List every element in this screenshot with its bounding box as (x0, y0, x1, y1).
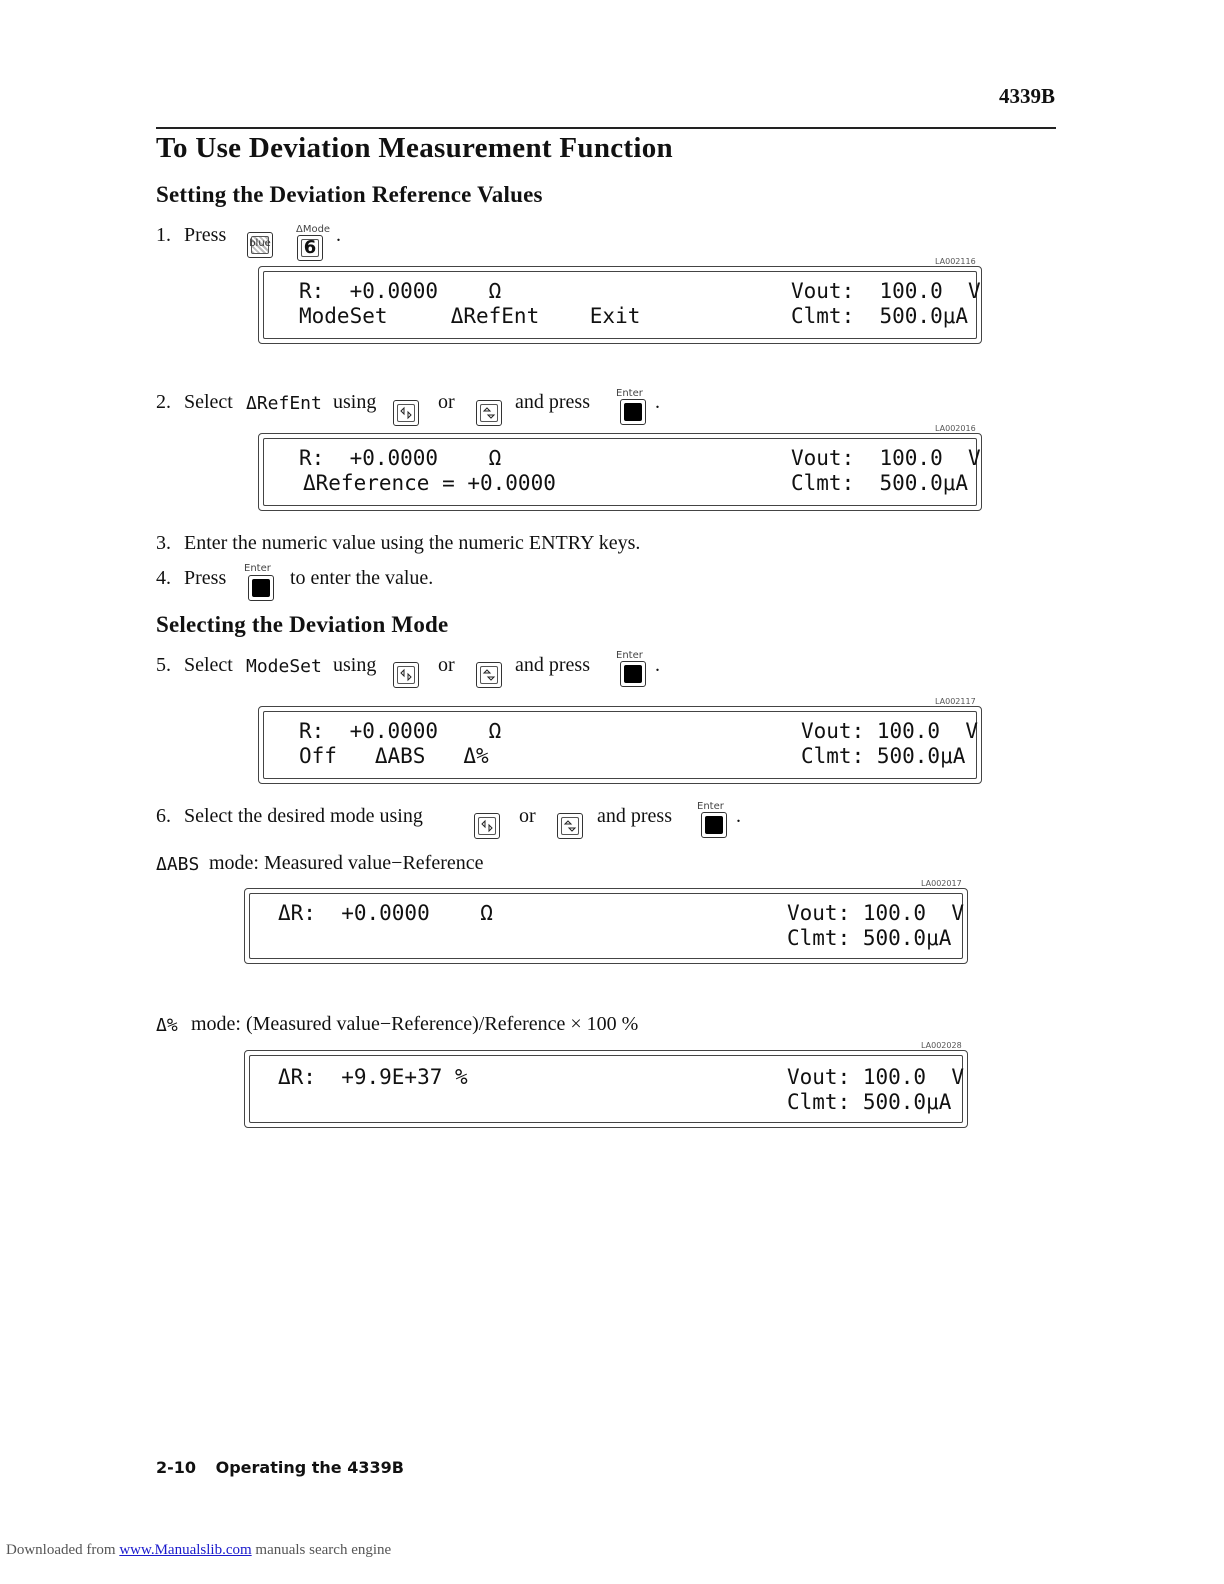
lcd-vout: Vout: 100.0 V (791, 279, 981, 303)
step-end: . (655, 654, 660, 676)
download-notice (6, 1542, 391, 1559)
enter-key-tag: Enter (616, 388, 643, 399)
header-rule (156, 127, 1056, 129)
lcd-line-1: R: +0.0000 Ω (299, 279, 502, 303)
lcd-display-4 (244, 888, 968, 964)
step-text: Select (184, 654, 233, 676)
cursor-left-icon (398, 667, 414, 683)
lcd-vout: Vout: 100.0 V (791, 446, 981, 470)
cursor-right-key[interactable] (476, 400, 502, 426)
enter-key[interactable] (620, 661, 646, 687)
figure-id: LA002016 (935, 424, 976, 433)
six-key[interactable] (297, 235, 323, 261)
step-text: and press (515, 654, 590, 676)
step-number: 5. (156, 654, 171, 676)
lcd-clmt: Clmt: 500.0μA (791, 304, 969, 328)
lcd-line-1: ΔR: +9.9E+37 % (278, 1065, 468, 1089)
cursor-left-key[interactable] (393, 400, 419, 426)
step-number: 6. (156, 805, 171, 827)
lcd-clmt: Clmt: 500.0μA (787, 926, 952, 950)
step-text: Select (184, 391, 233, 413)
section-heading-reference: Setting the Deviation Reference Values (156, 182, 543, 207)
lcd-vout: Vout: 100.0 V (787, 1065, 965, 1089)
lcd-clmt: Clmt: 500.0μA (801, 744, 966, 768)
lcd-line-1: R: +0.0000 Ω (299, 446, 502, 470)
six-key-digit: 6 (303, 237, 317, 258)
cursor-right-icon (481, 405, 497, 421)
lcd-vout: Vout: 100.0 V (801, 719, 979, 743)
figure-id: LA002028 (921, 1041, 962, 1050)
download-suffix: manuals search engine (255, 1542, 392, 1558)
abs-mode-text: mode: Measured value−Reference (209, 852, 484, 874)
enter-key-tag: Enter (244, 563, 271, 574)
softkey-code: ModeSet (246, 656, 322, 677)
step-text: Enter the numeric value using the numeric ENTRY keys. (184, 532, 641, 554)
step-text: Press (184, 224, 227, 246)
chapter-title: Operating the 4339B (215, 1458, 404, 1477)
lcd-clmt: Clmt: 500.0μA (787, 1090, 952, 1114)
manualslib-link[interactable]: www.Manualslib.com (119, 1542, 252, 1558)
step-text: Press (184, 567, 227, 589)
page-number: 2-10 (156, 1458, 197, 1477)
cursor-left-icon (398, 405, 414, 421)
step-number: 2. (156, 391, 171, 413)
cursor-left-key[interactable] (474, 813, 500, 839)
section-heading-mode: Selecting the Deviation Mode (156, 612, 449, 637)
lcd-vout: Vout: 100.0 V (787, 901, 965, 925)
lcd-line-2: ModeSet ΔRefEnt Exit (299, 304, 641, 328)
figure-id: LA002017 (921, 879, 962, 888)
lcd-display-5 (244, 1050, 968, 1128)
lcd-display-1 (258, 266, 982, 344)
download-prefix: Downloaded from (6, 1542, 116, 1558)
cursor-left-icon (479, 818, 495, 834)
step-number: 1. (156, 224, 171, 246)
lcd-line-1: R: +0.0000 Ω (299, 719, 502, 743)
lcd-display-3 (258, 706, 982, 784)
step-text: using (333, 391, 377, 413)
pct-mode-code: Δ% (156, 1015, 178, 1036)
mode-key-tag: ΔMode (296, 224, 331, 235)
cursor-right-key[interactable] (476, 662, 502, 688)
enter-key[interactable] (701, 812, 727, 838)
step-end: . (655, 391, 660, 413)
step-text: and press (515, 391, 590, 413)
blue-key-label: blue (249, 238, 271, 249)
step-text: or (438, 654, 455, 676)
step-text: and press (597, 805, 672, 827)
cursor-right-icon (562, 818, 578, 834)
cursor-right-icon (481, 667, 497, 683)
step-text: using (333, 654, 377, 676)
page-title: To Use Deviation Measurement Function (156, 132, 673, 164)
step-text: or (438, 391, 455, 413)
enter-key-tag: Enter (616, 650, 643, 661)
page-footer (156, 1458, 418, 1477)
lcd-line-1: ΔR: +0.0000 Ω (278, 901, 493, 925)
step-number: 3. (156, 532, 171, 554)
step-end: . (736, 805, 741, 827)
lcd-line-2: Off ΔABS Δ% (299, 744, 489, 768)
cursor-right-key[interactable] (557, 813, 583, 839)
step-text: or (519, 805, 536, 827)
figure-id: LA002116 (935, 257, 976, 266)
step-text: Select the desired mode using (184, 805, 423, 827)
model-number: 4339B (998, 84, 1055, 108)
figure-id: LA002117 (935, 697, 976, 706)
lcd-display-2 (258, 433, 982, 511)
cursor-left-key[interactable] (393, 662, 419, 688)
blue-key[interactable] (247, 232, 273, 258)
step-text: to enter the value. (290, 567, 434, 589)
enter-key[interactable] (620, 399, 646, 425)
pct-mode-text: mode: (Measured value−Reference)/Reference × 100 % (191, 1013, 639, 1035)
lcd-clmt: Clmt: 500.0μA (791, 471, 969, 495)
abs-mode-code: ΔABS (156, 854, 200, 875)
lcd-line-2: ΔReference = +0.0000 (303, 471, 556, 495)
enter-key[interactable] (248, 575, 274, 601)
step-number: 4. (156, 567, 171, 589)
enter-key-tag: Enter (697, 801, 724, 812)
step-end: . (336, 224, 341, 246)
softkey-code: ΔRefEnt (246, 393, 322, 414)
